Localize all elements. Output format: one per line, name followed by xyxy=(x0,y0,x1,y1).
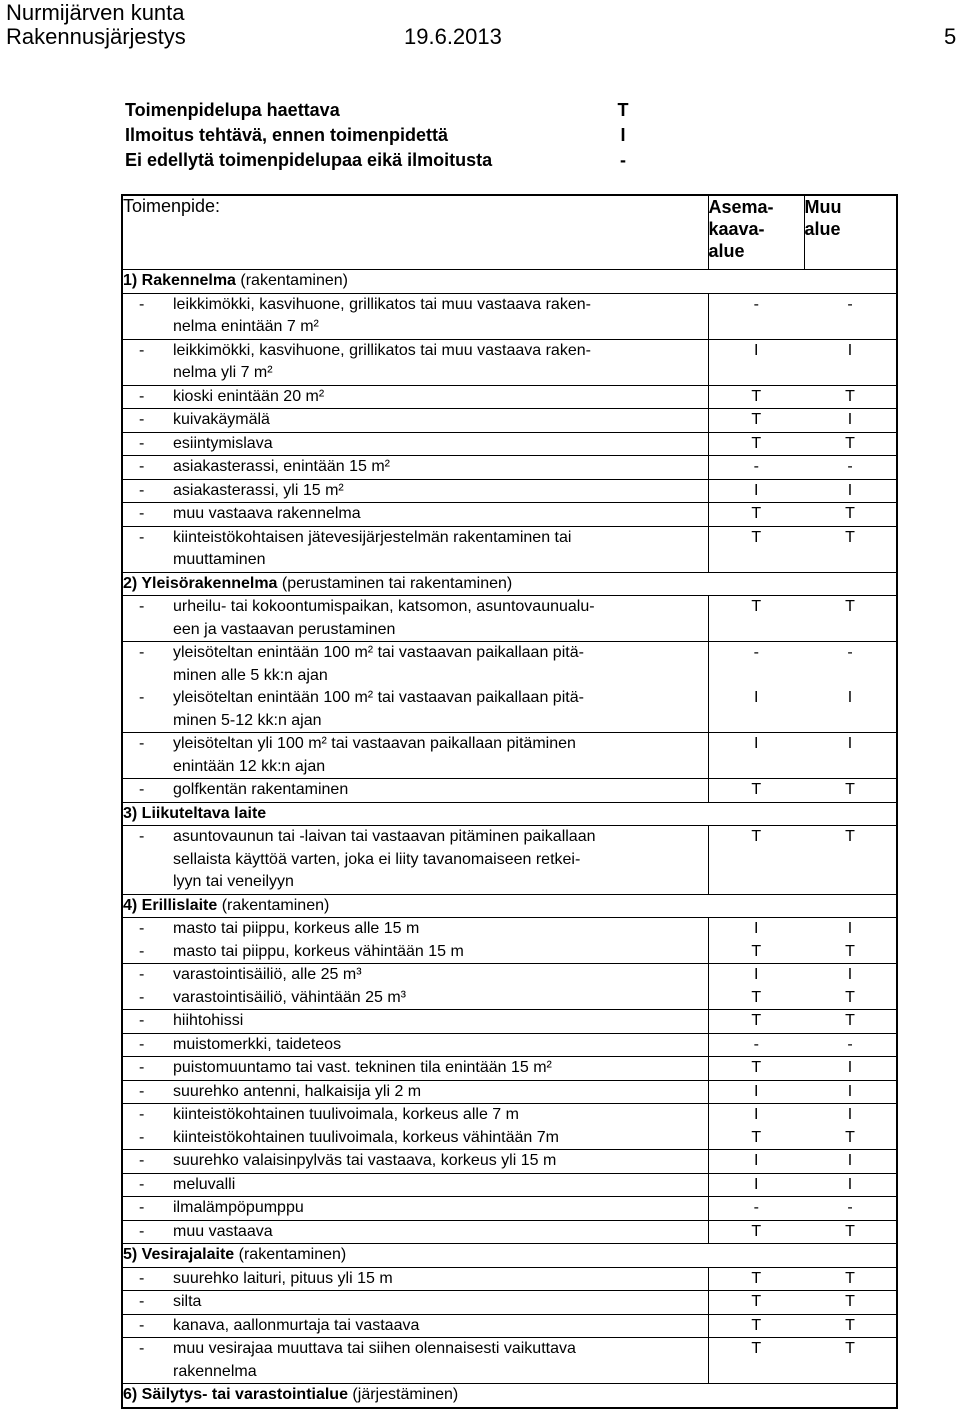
legend-text: Ei edellytä toimenpidelupaa eikä ilmoitusta xyxy=(125,150,493,170)
action-cell xyxy=(122,293,708,339)
other-area-value: T xyxy=(804,596,897,642)
table-row xyxy=(122,687,897,733)
other-area-value: I xyxy=(804,1057,897,1081)
action-text: muu vesirajaa muuttava tai siihen olennaisesti vaikuttava rakennelma xyxy=(173,1340,576,1380)
action-cell xyxy=(122,941,708,964)
action-text: ilmalämpöpumppu xyxy=(173,1199,304,1216)
action-cell xyxy=(122,479,708,503)
category-title: 5) Vesirajalaite xyxy=(123,1246,235,1263)
other-area-value: T xyxy=(804,779,897,803)
list-dash: - xyxy=(139,295,145,313)
organization-name: Nurmijärven kunta xyxy=(6,0,185,25)
table-row xyxy=(122,456,897,480)
category-row xyxy=(122,270,897,294)
list-dash: - xyxy=(139,598,145,615)
table-row xyxy=(122,293,897,339)
list-dash: - xyxy=(139,458,145,475)
table-row xyxy=(122,1127,897,1150)
plan-area-value: I xyxy=(708,733,804,779)
action-cell xyxy=(122,1150,708,1174)
list-dash: - xyxy=(139,920,145,937)
action-cell xyxy=(122,1267,708,1291)
action-text: muu vastaava rakennelma xyxy=(173,505,361,522)
action-text: muistomerkki, taideteos xyxy=(173,1035,342,1053)
list-dash: - xyxy=(139,689,145,706)
list-dash: - xyxy=(139,1340,145,1357)
category-title: 1) Rakennelma xyxy=(123,272,236,289)
legend-code: I xyxy=(620,125,626,145)
plan-area-value: I xyxy=(708,687,804,733)
plan-area-value: - xyxy=(708,1197,804,1221)
other-area-value: I xyxy=(804,479,897,503)
table-row xyxy=(122,526,897,572)
action-cell xyxy=(122,1220,708,1244)
other-area-value: I xyxy=(804,339,897,385)
other-area-value: T xyxy=(804,1314,897,1338)
other-area-value: - xyxy=(804,293,897,339)
plan-area-value: T xyxy=(708,596,804,642)
plan-area-value: T xyxy=(708,1314,804,1338)
document-date: 19.6.2013 xyxy=(404,24,502,49)
action-cell xyxy=(122,409,708,433)
plan-area-value: I xyxy=(754,1106,759,1123)
plan-area-value: T xyxy=(708,1220,804,1244)
table-row xyxy=(122,918,897,941)
legend-code: T xyxy=(617,100,629,120)
plan-area-value: I xyxy=(708,339,804,385)
table-row xyxy=(122,1197,897,1221)
plan-area-value: I xyxy=(754,966,759,983)
category-row xyxy=(122,572,897,596)
list-dash: - xyxy=(139,1175,145,1193)
list-dash: - xyxy=(139,1106,145,1123)
table-row xyxy=(122,1173,897,1197)
action-text: kanava, aallonmurtaja tai vastaava xyxy=(173,1316,420,1334)
list-dash: - xyxy=(139,781,145,798)
action-text: asuntovaunun tai -laivan tai vastaavan pitäminen paikallaan sellaista käyttöä varten, joka ei liity tavanomaiseen retkei- lyyn tai veneilyyn xyxy=(173,828,596,890)
legend-code: - xyxy=(620,150,626,170)
category-label xyxy=(122,270,897,294)
other-area-value: I xyxy=(804,687,897,733)
action-cell xyxy=(122,1080,708,1104)
category-title: 4) Erillislaite xyxy=(123,896,218,914)
page-number: 5 xyxy=(944,24,957,49)
other-area-value: T xyxy=(804,1010,897,1034)
list-dash: - xyxy=(139,988,145,1006)
list-dash: - xyxy=(139,341,145,359)
list-dash: - xyxy=(139,1269,145,1287)
action-text: golfkentän rakentaminen xyxy=(173,781,349,798)
other-area-value: T xyxy=(804,1291,897,1315)
category-title: 2) Yleisörakennelma xyxy=(123,574,278,592)
other-area-value: T xyxy=(804,826,897,895)
list-dash: - xyxy=(139,434,145,452)
action-text: kiinteistökohtainen tuulivoimala, korkeus vähintään 7m xyxy=(173,1128,559,1146)
other-area-value: I xyxy=(804,733,897,779)
action-cell xyxy=(122,1057,708,1081)
action-cell xyxy=(122,1314,708,1338)
action-text: leikkimökki, kasvihuone, grillikatos tai muu vastaava raken- nelma enintään 7 m² xyxy=(173,295,591,335)
category-note: (rakentaminen) xyxy=(234,1246,347,1263)
plan-area-value: I xyxy=(708,1173,804,1197)
action-text: yleisöteltan yli 100 m² tai vastaavan paikallaan pitäminen enintään 12 kk:n ajan xyxy=(173,735,576,775)
plan-area-value: I xyxy=(708,1080,804,1104)
plan-area-value: T xyxy=(708,1127,804,1150)
plan-area-value: T xyxy=(708,503,804,527)
action-cell xyxy=(122,385,708,409)
action-text: suurehko valaisinpylväs tai vastaava, korkeus yli 15 m xyxy=(173,1152,557,1169)
action-cell xyxy=(122,687,708,733)
table-row xyxy=(122,1338,897,1384)
action-text: leikkimökki, kasvihuone, grillikatos tai muu vastaava raken- nelma yli 7 m² xyxy=(173,341,591,381)
table-body xyxy=(122,270,897,1408)
table-row xyxy=(122,987,897,1010)
action-cell xyxy=(122,503,708,527)
action-cell xyxy=(122,1173,708,1197)
column-header-other-area xyxy=(804,195,897,270)
action-cell xyxy=(122,1127,708,1150)
action-text: meluvalli xyxy=(173,1175,236,1193)
category-label xyxy=(122,1384,897,1408)
action-cell xyxy=(122,1033,708,1057)
action-cell xyxy=(122,1197,708,1221)
other-area-value: I xyxy=(804,1150,897,1174)
table-row xyxy=(122,779,897,803)
list-dash: - xyxy=(139,1316,145,1334)
list-dash: - xyxy=(139,481,145,499)
action-cell xyxy=(122,918,708,941)
list-dash: - xyxy=(139,828,145,845)
legend-text: Toimenpidelupa haettava xyxy=(125,100,340,120)
category-note: (järjestäminen) xyxy=(347,1386,459,1403)
action-cell xyxy=(122,987,708,1010)
action-text: yleisöteltan enintään 100 m² tai vastaavan paikallaan pitä- minen alle 5 kk:n ajan xyxy=(173,644,584,684)
table-row xyxy=(122,1080,897,1104)
action-cell xyxy=(122,339,708,385)
table-row xyxy=(122,1220,897,1244)
list-dash: - xyxy=(139,1199,145,1216)
list-dash: - xyxy=(139,1059,145,1076)
category-row xyxy=(122,894,897,918)
list-dash: - xyxy=(139,966,145,983)
list-dash: - xyxy=(139,644,145,661)
action-text: asiakasterassi, enintään 15 m² xyxy=(173,458,390,475)
list-dash: - xyxy=(139,1082,145,1100)
action-text: suurehko antenni, halkaisija yli 2 m xyxy=(173,1082,422,1100)
table-row xyxy=(122,1314,897,1338)
plan-area-value: T xyxy=(708,826,804,895)
list-dash: - xyxy=(139,528,145,546)
plan-area-value: T xyxy=(708,409,804,433)
legend-text: Ilmoitus tehtävä, ennen toimenpidettä xyxy=(125,125,449,145)
action-cell xyxy=(122,1291,708,1315)
plan-area-value: T xyxy=(708,526,804,572)
document-title: Rakennusjärjestys xyxy=(6,24,186,49)
category-label xyxy=(122,1244,897,1268)
plan-area-value: T xyxy=(708,987,804,1010)
other-area-value: I xyxy=(847,920,853,937)
other-area-value: I xyxy=(804,409,897,433)
plan-area-value: T xyxy=(708,1291,804,1315)
action-text: esiintymislava xyxy=(173,434,273,452)
category-label xyxy=(122,572,897,596)
other-area-value: T xyxy=(804,385,897,409)
table-row xyxy=(122,1291,897,1315)
table-row xyxy=(122,1033,897,1057)
plan-area-value: T xyxy=(708,432,804,456)
table-row xyxy=(122,826,897,895)
other-area-value: T xyxy=(804,1267,897,1291)
plan-area-value: T xyxy=(708,941,804,964)
table-row xyxy=(122,941,897,964)
table-row xyxy=(122,964,897,987)
column-header-plan-area xyxy=(708,195,804,270)
plan-area-value: - xyxy=(708,293,804,339)
list-dash: - xyxy=(139,1152,145,1169)
action-text: urheilu- tai kokoontumispaikan, katsomon, asuntovaunualu- een ja vastaavan perustaminen xyxy=(173,598,595,638)
category-label xyxy=(122,894,897,918)
list-dash: - xyxy=(139,942,145,960)
action-text: silta xyxy=(173,1293,202,1310)
category-note: (rakentaminen) xyxy=(235,272,348,289)
plan-area-value: I xyxy=(708,479,804,503)
action-cell xyxy=(122,1010,708,1034)
plan-area-value: - xyxy=(753,644,759,661)
plan-area-value: T xyxy=(708,1057,804,1081)
action-cell xyxy=(122,596,708,642)
table-row xyxy=(122,409,897,433)
action-text: masto tai piippu, korkeus vähintään 15 m xyxy=(173,942,464,960)
action-text: kiinteistökohtaisen jätevesijärjestelmän rakentaminen tai muuttaminen xyxy=(173,528,572,568)
action-cell xyxy=(122,733,708,779)
other-area-value: - xyxy=(804,456,897,480)
other-area-value: T xyxy=(804,503,897,527)
other-area-value: T xyxy=(804,1127,897,1150)
table-row xyxy=(122,339,897,385)
action-text: muu vastaava xyxy=(173,1222,273,1240)
other-area-value: I xyxy=(847,966,853,983)
table-row xyxy=(122,503,897,527)
action-text: varastointisäiliö, vähintään 25 m³ xyxy=(173,988,407,1006)
action-text: yleisöteltan enintään 100 m² tai vastaavan paikallaan pitä- minen 5-12 kk:n ajan xyxy=(173,689,584,729)
column-header-other-area-label: Muu alue xyxy=(804,197,842,239)
other-area-value: I xyxy=(804,1173,897,1197)
action-cell xyxy=(122,779,708,803)
list-dash: - xyxy=(139,1035,145,1053)
action-cell xyxy=(122,526,708,572)
action-cell xyxy=(122,456,708,480)
plan-area-value: T xyxy=(708,1338,804,1384)
plan-area-value: I xyxy=(708,1150,804,1174)
table-row xyxy=(122,1150,897,1174)
plan-area-value: I xyxy=(754,920,759,937)
table-row xyxy=(122,432,897,456)
other-area-value: - xyxy=(804,1033,897,1057)
plan-area-value: T xyxy=(708,779,804,803)
action-text: masto tai piippu, korkeus alle 15 m xyxy=(173,920,420,937)
table-row xyxy=(122,1010,897,1034)
plan-area-value: - xyxy=(708,1033,804,1057)
plan-area-value: - xyxy=(708,456,804,480)
action-text: kiinteistökohtainen tuulivoimala, korkeus alle 7 m xyxy=(173,1106,519,1123)
list-dash: - xyxy=(139,735,145,752)
other-area-value: - xyxy=(847,644,853,661)
action-text: puistomuuntamo tai vast. tekninen tila enintään 15 m² xyxy=(173,1059,552,1076)
table-row xyxy=(122,1057,897,1081)
table-row xyxy=(122,642,897,688)
other-area-value: T xyxy=(804,432,897,456)
category-row xyxy=(122,802,897,826)
column-header-action: Toimenpide: xyxy=(122,195,708,270)
list-dash: - xyxy=(139,1222,145,1240)
category-title: 3) Liikuteltava laite xyxy=(123,804,267,822)
list-dash: - xyxy=(139,387,145,405)
table-row xyxy=(122,1267,897,1291)
other-area-value: I xyxy=(804,1080,897,1104)
action-cell xyxy=(122,1338,708,1384)
other-area-value: T xyxy=(804,941,897,964)
table-row xyxy=(122,479,897,503)
list-dash: - xyxy=(139,505,145,522)
action-cell xyxy=(122,964,708,987)
category-row xyxy=(122,1244,897,1268)
plan-area-value: T xyxy=(708,1267,804,1291)
category-row xyxy=(122,1384,897,1408)
action-cell xyxy=(122,826,708,895)
column-header-plan-area-label: Asema- kaava- alue xyxy=(708,197,774,261)
action-text: asiakasterassi, yli 15 m² xyxy=(173,481,344,499)
category-note: (perustaminen tai rakentaminen) xyxy=(277,574,513,592)
action-text: kuivakäymälä xyxy=(173,411,270,428)
other-area-value: T xyxy=(804,526,897,572)
action-cell xyxy=(122,1104,708,1127)
plan-area-value: T xyxy=(708,385,804,409)
list-dash: - xyxy=(139,1128,145,1146)
other-area-value: - xyxy=(804,1197,897,1221)
category-label xyxy=(122,802,897,826)
table-header-row xyxy=(122,195,897,270)
category-note: (rakentaminen) xyxy=(217,896,330,914)
action-text: suurehko laituri, pituus yli 15 m xyxy=(173,1269,393,1287)
action-cell xyxy=(122,432,708,456)
table-row xyxy=(122,385,897,409)
action-cell xyxy=(122,642,708,688)
other-area-value: T xyxy=(804,1338,897,1384)
table-row xyxy=(122,596,897,642)
action-text: varastointisäiliö, alle 25 m³ xyxy=(173,966,362,983)
list-dash: - xyxy=(139,411,145,428)
other-area-value: I xyxy=(847,1106,853,1123)
other-area-value: T xyxy=(804,1220,897,1244)
measures-table xyxy=(121,194,898,1409)
other-area-value: T xyxy=(804,987,897,1010)
action-text: kioski enintään 20 m² xyxy=(173,387,325,405)
action-text: hiihtohissi xyxy=(173,1012,244,1029)
list-dash: - xyxy=(139,1012,145,1029)
category-title: 6) Säilytys- tai varastointialue xyxy=(123,1386,348,1403)
table-row xyxy=(122,1104,897,1127)
plan-area-value: T xyxy=(708,1010,804,1034)
table-row xyxy=(122,733,897,779)
list-dash: - xyxy=(139,1293,145,1310)
